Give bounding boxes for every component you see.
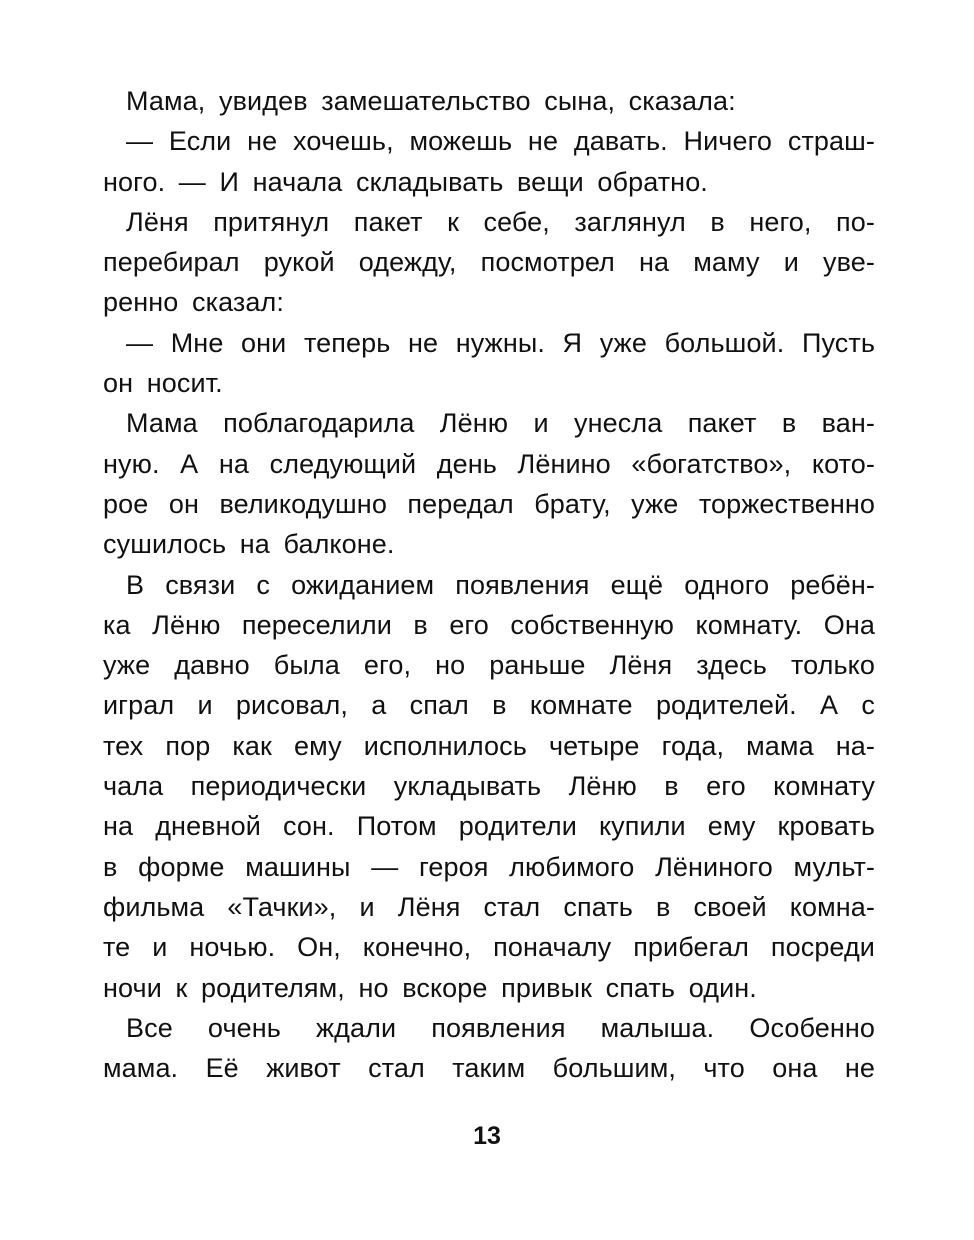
- text-line: перебирал рукой одежду, посмотрел на маму и уве-: [103, 247, 875, 278]
- text-line: он носит.: [103, 368, 223, 399]
- text-line: ного. — И начала складывать вещи обратно.: [103, 166, 708, 197]
- text-line: тех пор как ему исполнилось четыре года, мама на-: [103, 730, 875, 761]
- text-line: мама. Её живот стал таким большим, что она не: [103, 1053, 875, 1084]
- text-line: В связи с ожиданием появления ещё одного ребён-: [126, 569, 875, 600]
- text-line: уже давно была его, но раньше Лёня здесь только: [103, 650, 875, 681]
- text-line: Мама, увидев замешательство сына, сказала:: [126, 86, 736, 116]
- text-line: ную. А на следующий день Лёнино «богатство», кото-: [103, 448, 875, 479]
- text-line: Все очень ждали появления малыша. Особенно: [126, 1012, 875, 1043]
- text-line: — Если не хочешь, можешь не давать. Ничего страш-: [126, 126, 875, 157]
- text-line: ка Лёню переселили в его собственную комнату. Она: [103, 609, 875, 640]
- text-line: Мама поблагодарила Лёню и унесла пакет в ван-: [126, 408, 875, 439]
- text-line: рое он великодушно передал брату, уже торжественно: [103, 488, 875, 519]
- text-line: на дневной сон. Потом родители купили ему кровать: [103, 811, 875, 842]
- text-line: Лёня притянул пакет к себе, заглянул в него, по-: [126, 206, 875, 237]
- page-number: 13: [473, 1122, 501, 1150]
- text-line: чала периодически укладывать Лёню в его комнату: [103, 771, 875, 802]
- text-line: ночи к родителям, но вскоре привык спать один.: [103, 972, 757, 1003]
- text-line: те и ночью. Он, конечно, поначалу прибегал посреди: [103, 932, 875, 963]
- body-text: [103, 81, 875, 1088]
- text-line: сушилось на балконе.: [103, 529, 395, 560]
- text-line: играл и рисовал, а спал в комнате родителей. А с: [103, 690, 875, 721]
- text-line: ренно сказал:: [103, 287, 284, 318]
- text-line: в форме машины — героя любимого Лёниного мульт-: [103, 851, 875, 882]
- text-line: фильма «Тачки», и Лёня стал спать в своей комна-: [103, 891, 875, 922]
- text-line: — Мне они теперь не нужны. Я уже большой. Пусть: [126, 327, 875, 358]
